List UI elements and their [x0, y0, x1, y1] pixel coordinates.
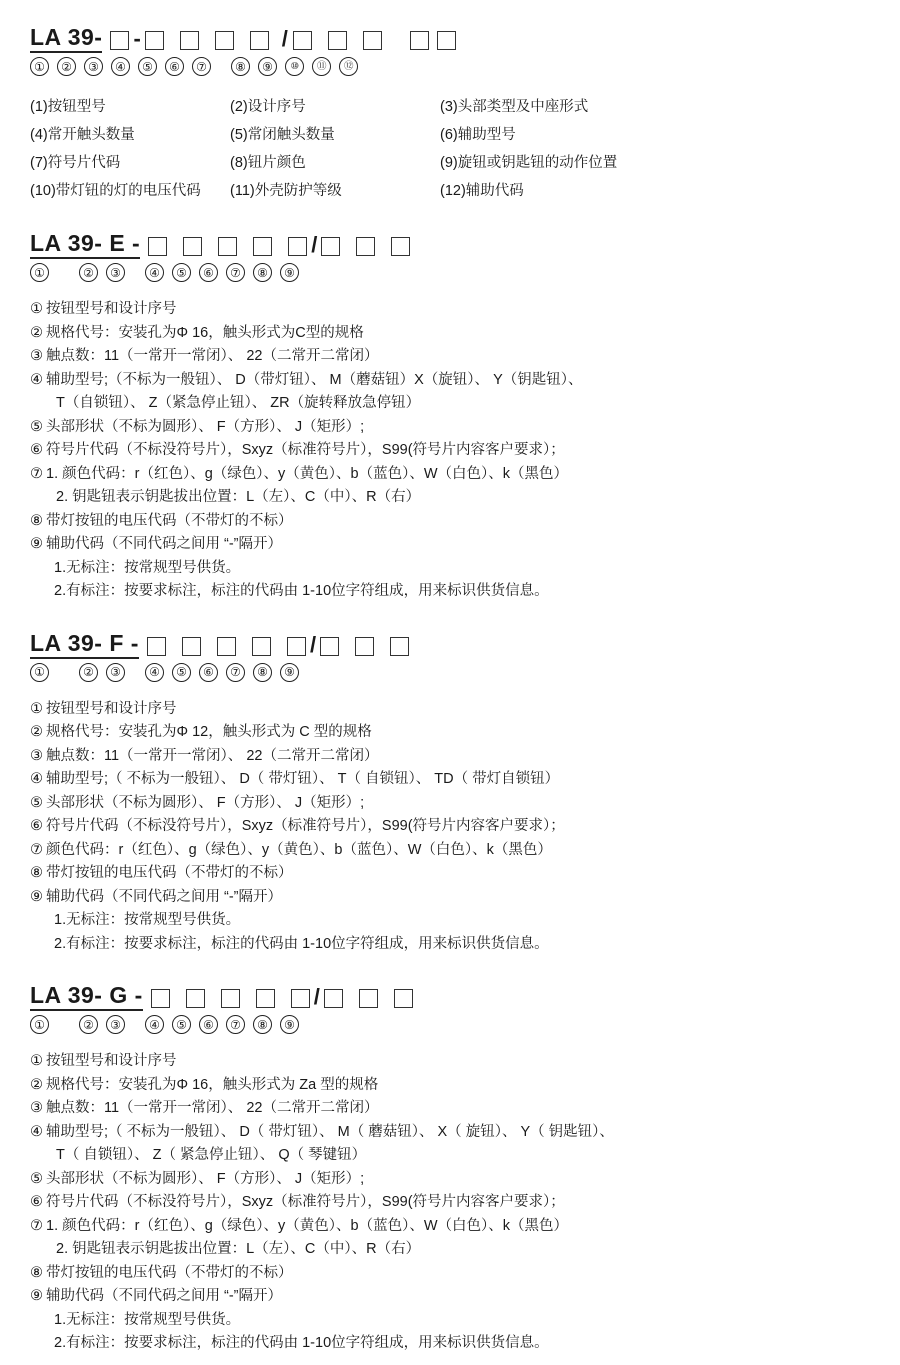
item-marker: ⑨	[30, 1288, 43, 1304]
index-marker: ⑦	[226, 1015, 245, 1034]
description-list	[30, 698, 870, 957]
code-index-row	[30, 663, 870, 682]
legend-item: (4)常开触头数量	[30, 127, 135, 143]
item-text: 辅助代码（不同代码之间用 “-”隔开）	[46, 536, 283, 552]
model-code-line	[30, 24, 870, 76]
item-marker: ①	[30, 301, 43, 317]
item-text: 符号片代码（不标没符号片），Sxyz（标准符号片），S99(符号片内容客户要求）；	[46, 1194, 565, 1210]
code-box	[186, 989, 205, 1008]
code-box	[328, 31, 347, 50]
item-marker: ②	[30, 724, 43, 740]
item-text: 按钮型号和设计序号	[46, 700, 177, 717]
legend-item: (8)钮片颜色	[230, 155, 306, 171]
description-item	[30, 1168, 870, 1192]
index-marker: ③	[106, 1015, 125, 1034]
code-box	[355, 637, 374, 656]
item-marker: ⑤	[30, 794, 43, 811]
description-item	[30, 792, 870, 816]
description-item	[30, 1050, 870, 1074]
code-box	[215, 31, 234, 50]
legend-item: (7)符号片代码	[30, 155, 121, 171]
item-text: 辅助型号;（ 不标为一般钮）、 D（ 带灯钮）、 T（ 自锁钮）、 TD（ 带灯自锁钮）	[46, 771, 560, 787]
item-marker: ⑥	[30, 1194, 43, 1210]
item-marker: ②	[30, 1076, 43, 1093]
legend-item: (2)设计序号	[230, 99, 306, 115]
item-text: 规格代号：安装孔为Φ 16，触头形式为C型的规格	[46, 324, 364, 341]
model-prefix: LA 39- G -	[30, 982, 143, 1011]
item-marker: ④	[30, 771, 43, 787]
code-box	[250, 31, 269, 50]
code-box	[148, 237, 167, 256]
index-marker: ①	[30, 663, 49, 682]
index-marker: ④	[111, 57, 130, 76]
code-box	[256, 989, 275, 1008]
item-subnote: 2.有标注：按要求标注，标注的代码由 1-10位字符组成，用来标识供货信息。	[54, 1335, 549, 1351]
legend-item: (3)头部类型及中座形式	[440, 99, 589, 115]
item-subnote: 1.无标注：按常规型号供货。	[54, 912, 241, 928]
item-text: 按钮型号和设计序号	[46, 301, 177, 317]
index-marker: ⑤	[172, 1015, 191, 1034]
code-index-row	[30, 1015, 870, 1034]
code-box	[324, 989, 343, 1008]
description-list	[30, 1050, 870, 1356]
item-continuation: 2. 钥匙钮表示钥匙拔出位置：L（左）、C（中）、R（右）	[56, 489, 421, 505]
description-item	[30, 1262, 870, 1286]
model-prefix: LA 39- E -	[30, 230, 140, 259]
item-text: 符号片代码（不标没符号片），Sxyz（标准符号片），S99(符号片内容客户要求）；	[46, 442, 565, 458]
item-text: 带灯按钮的电压代码（不带灯的不标）	[46, 512, 293, 529]
item-subnote: 1.无标注：按常规型号供货。	[54, 1311, 241, 1328]
item-marker: ④	[30, 1123, 43, 1140]
description-item	[30, 1121, 870, 1145]
code-box	[110, 31, 129, 50]
description-item	[30, 886, 870, 910]
item-text: 1. 颜色代码：r（红色）、g（绿色）、y（黄色）、b（蓝色）、W（白色）、k（黑色）	[46, 1217, 569, 1234]
index-marker: ⑤	[172, 663, 191, 682]
item-continuation: T（自锁钮）、 Z（紧急停止钮）、 ZR（旋转释放急停钮）	[56, 395, 421, 411]
description-item	[30, 463, 870, 487]
index-marker: ⑧	[253, 263, 272, 282]
index-marker: ①	[30, 1015, 49, 1034]
index-marker: ⑨	[280, 1015, 299, 1034]
legend-item: (10)带灯钮的灯的电压代码	[30, 183, 201, 199]
item-marker: ⑦	[30, 841, 43, 858]
index-marker: ⑦	[226, 663, 245, 682]
item-marker: ⑧	[30, 865, 43, 881]
item-marker: ⑨	[30, 888, 43, 905]
code-box	[182, 637, 201, 656]
description-item	[30, 510, 870, 534]
section-la39g	[30, 982, 870, 1356]
index-marker: ⑤	[172, 263, 191, 282]
code-box	[291, 989, 310, 1008]
item-text: 辅助型号;（不标为一般钮）、 D（带灯钮）、 M（蘑菇钮）X（旋钮）、 Y（钥匙钮）、	[46, 371, 583, 388]
item-marker: ⑤	[30, 418, 43, 435]
description-item	[30, 815, 870, 839]
section-la39f	[30, 630, 870, 957]
item-marker: ⑨	[30, 536, 43, 552]
item-marker: ②	[30, 324, 43, 341]
code-box	[410, 31, 429, 50]
index-marker: ⑨	[280, 663, 299, 682]
code-box	[151, 989, 170, 1008]
model-prefix: LA 39- F -	[30, 630, 139, 659]
item-marker: ⑤	[30, 1170, 43, 1187]
code-box	[363, 31, 382, 50]
description-item	[30, 416, 870, 440]
index-marker: ⑥	[199, 663, 218, 682]
legend-grid	[30, 94, 870, 204]
index-marker: ②	[79, 663, 98, 682]
slash-separator: /	[309, 631, 317, 657]
item-continuation: 2. 钥匙钮表示钥匙拔出位置：L（左）、C（中）、R（右）	[56, 1241, 421, 1257]
description-item	[30, 721, 870, 745]
hyphen-separator: -	[133, 26, 141, 51]
code-box	[320, 637, 339, 656]
code-box	[252, 637, 271, 656]
index-marker: ⑪	[312, 57, 331, 76]
model-code-line	[30, 982, 870, 1034]
code-box	[288, 237, 307, 256]
index-marker: ⑨	[280, 263, 299, 282]
index-marker: ⑦	[192, 57, 211, 76]
item-subnote: 1.无标注：按常规型号供货。	[54, 559, 241, 576]
item-text: 头部形状（不标为圆形）、 F（方形）、 J（矩形）;	[46, 418, 365, 435]
item-text: 触点数：11（一常开一常闭）、 22（二常开二常闭）	[46, 747, 379, 764]
item-marker: ③	[30, 1100, 43, 1116]
item-text: 触点数：11（一常开一常闭）、 22（二常开二常闭）	[46, 1100, 379, 1116]
item-text: 辅助代码（不同代码之间用 “-”隔开）	[46, 888, 283, 905]
slash-separator: /	[281, 26, 288, 51]
legend-item: (5)常闭触头数量	[230, 127, 335, 143]
description-item	[30, 533, 870, 557]
description-list	[30, 298, 870, 604]
item-marker: ⑥	[30, 442, 43, 458]
item-text: 头部形状（不标为圆形）、 F（方形）、 J（矩形）;	[46, 794, 365, 811]
model-prefix: LA 39-	[30, 24, 102, 53]
index-marker: ⑧	[253, 1015, 272, 1034]
item-text: 辅助代码（不同代码之间用 “-”隔开）	[46, 1288, 283, 1304]
description-item	[30, 862, 870, 886]
model-code-line	[30, 230, 870, 282]
section-la39e	[30, 230, 870, 604]
code-box	[390, 637, 409, 656]
index-marker: ①	[30, 263, 49, 282]
description-item	[30, 1191, 870, 1215]
description-item	[30, 1074, 870, 1098]
code-index-row	[30, 263, 870, 282]
index-marker: ③	[106, 263, 125, 282]
item-marker: ④	[30, 371, 43, 388]
index-marker: ⑫	[339, 57, 358, 76]
index-marker: ③	[84, 57, 103, 76]
code-box	[321, 237, 340, 256]
item-text: 带灯按钮的电压代码（不带灯的不标）	[46, 865, 293, 881]
legend-item: (6)辅助型号	[440, 127, 516, 143]
code-box	[356, 237, 375, 256]
item-marker: ⑧	[30, 512, 43, 529]
description-item	[30, 698, 870, 722]
code-box	[218, 237, 237, 256]
code-box	[359, 989, 378, 1008]
index-marker: ⑤	[138, 57, 157, 76]
index-marker: ①	[30, 57, 49, 76]
index-marker: ②	[79, 1015, 98, 1034]
section-la39	[30, 24, 870, 204]
description-item	[30, 369, 870, 393]
description-item	[30, 1285, 870, 1309]
item-text: 辅助型号;（ 不标为一般钮）、 D（ 带灯钮）、 M（ 蘑菇钮）、 X（ 旋钮）、 Y（ 钥匙钮）、	[46, 1123, 614, 1140]
code-box	[183, 237, 202, 256]
item-marker: ⑥	[30, 818, 43, 834]
description-item	[30, 1097, 870, 1121]
item-marker: ⑧	[30, 1264, 43, 1281]
item-marker: ③	[30, 348, 43, 364]
item-marker: ①	[30, 700, 43, 717]
code-box	[391, 237, 410, 256]
code-box	[293, 31, 312, 50]
description-item	[30, 439, 870, 463]
index-marker: ⑥	[199, 1015, 218, 1034]
index-marker: ⑥	[165, 57, 184, 76]
item-continuation: T（ 自锁钮）、 Z（ 紧急停止钮）、 Q（ 琴键钮）	[56, 1147, 367, 1163]
item-subnote: 2.有标注：按要求标注，标注的代码由 1-10位字符组成，用来标识供货信息。	[54, 935, 549, 952]
item-text: 符号片代码（不标没符号片），Sxyz（标准符号片），S99(符号片内容客户要求）；	[46, 818, 565, 834]
index-marker: ④	[145, 263, 164, 282]
index-marker: ②	[79, 263, 98, 282]
item-text: 1. 颜色代码：r（红色）、g（绿色）、y（黄色）、b（蓝色）、W（白色）、k（黑色）	[46, 465, 569, 482]
description-item	[30, 345, 870, 369]
item-text: 触点数：11（一常开一常闭）、 22（二常开二常闭）	[46, 348, 379, 364]
code-box	[221, 989, 240, 1008]
index-marker: ⑦	[226, 263, 245, 282]
code-index-row	[30, 57, 870, 76]
index-marker: ②	[57, 57, 76, 76]
description-item	[30, 745, 870, 769]
code-box	[145, 31, 164, 50]
index-marker: ④	[145, 1015, 164, 1034]
slash-separator: /	[313, 984, 320, 1009]
model-code-line	[30, 630, 870, 682]
description-item	[30, 839, 870, 863]
item-text: 规格代号：安装孔为Φ 16，触头形式为 Za 型的规格	[46, 1076, 379, 1093]
description-item	[30, 322, 870, 346]
index-marker: ⑥	[199, 263, 218, 282]
code-box	[253, 237, 272, 256]
item-marker: ⑦	[30, 465, 43, 482]
code-box	[394, 989, 413, 1008]
code-box	[217, 637, 236, 656]
item-marker: ⑦	[30, 1217, 43, 1234]
index-marker: ④	[145, 663, 164, 682]
index-marker: ③	[106, 663, 125, 682]
legend-item: (1)按钮型号	[30, 99, 106, 115]
description-item	[30, 1215, 870, 1239]
description-item	[30, 768, 870, 792]
slash-separator: /	[311, 232, 318, 257]
code-box	[287, 637, 306, 656]
code-box	[437, 31, 456, 50]
index-marker: ⑩	[285, 57, 304, 76]
item-text: 头部形状（不标为圆形）、 F（方形）、 J（矩形）;	[46, 1170, 365, 1187]
legend-item: (9)旋钮或钥匙钮的动作位置	[440, 155, 618, 171]
index-marker: ⑨	[258, 57, 277, 76]
item-text: 带灯按钮的电压代码（不带灯的不标）	[46, 1264, 293, 1281]
item-text: 按钮型号和设计序号	[46, 1053, 177, 1069]
index-marker: ⑧	[253, 663, 272, 682]
index-marker: ⑧	[231, 57, 250, 76]
description-item	[30, 298, 870, 322]
item-marker: ①	[30, 1053, 43, 1069]
item-text: 规格代号：安装孔为Φ 12，触头形式为 C 型的规格	[46, 724, 372, 740]
legend-item: (11)外壳防护等级	[230, 183, 342, 199]
item-marker: ③	[30, 747, 43, 764]
code-box	[147, 637, 166, 656]
item-text: 颜色代码：r（红色）、g（绿色）、y（黄色）、b（蓝色）、W（白色）、k（黑色）	[46, 841, 552, 858]
code-box	[180, 31, 199, 50]
legend-item: (12)辅助代码	[440, 183, 524, 199]
item-subnote: 2.有标注：按要求标注，标注的代码由 1-10位字符组成，用来标识供货信息。	[54, 583, 549, 599]
